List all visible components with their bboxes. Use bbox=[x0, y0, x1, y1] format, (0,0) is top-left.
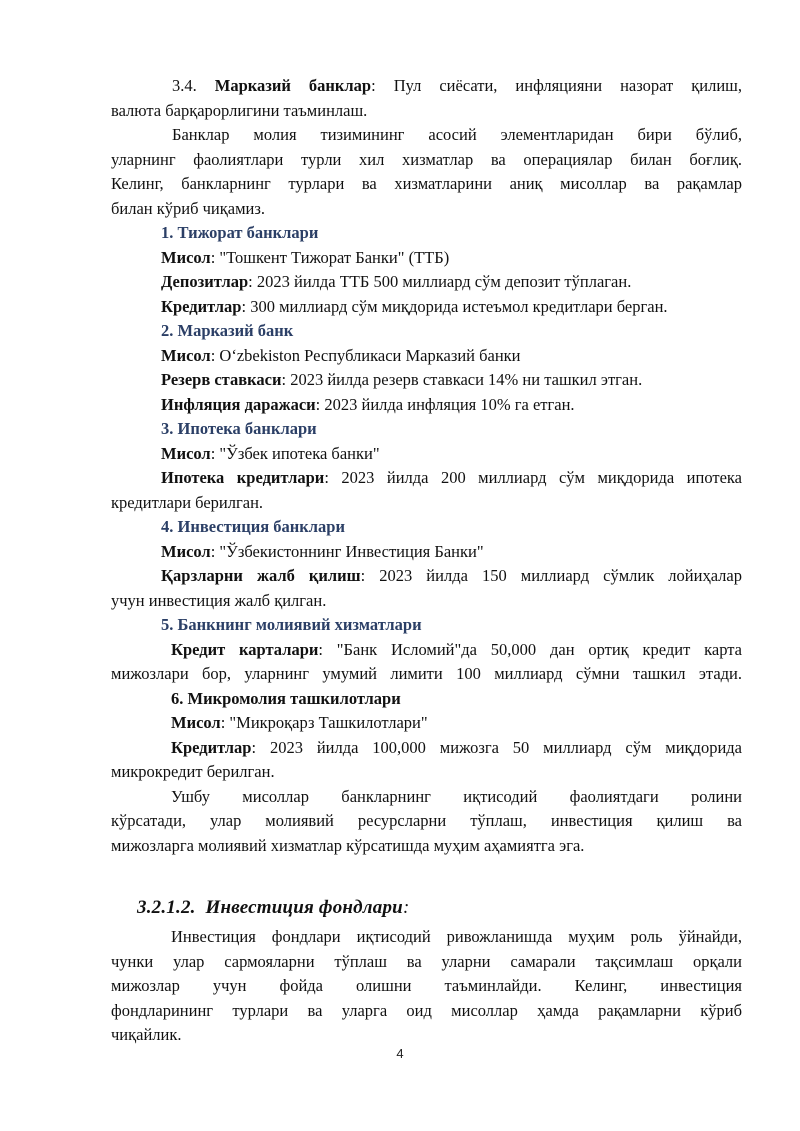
funds-line-5: чиқайлик. bbox=[111, 1025, 182, 1044]
funds-line-3: мижозлар учун фойда олишни таъминлайди. Келинг, инвестиция bbox=[111, 976, 742, 995]
credit-cards-label: Кредит карталари bbox=[171, 639, 319, 659]
example-label: Мисол bbox=[171, 713, 221, 732]
mortgage-credits-label: Ипотека кредитлари bbox=[161, 468, 325, 487]
central-banks-definition: : Пул сиёсати, инфляцияни назорат қилиш, bbox=[371, 76, 743, 95]
central-example bbox=[111, 344, 742, 369]
reserve-rate-label: Резерв ставкаси bbox=[161, 370, 282, 389]
mortgage-credits-line-1 bbox=[111, 466, 742, 491]
intro-line-1: Банклар молия тизимининг асосий элементларидан бири бўлиб, bbox=[172, 125, 742, 144]
investment-example bbox=[111, 540, 742, 565]
heading-title: Инвестиция фондлари bbox=[205, 897, 403, 918]
credit-cards-line-2: мижозлари бор, уларнинг умумий лимити 100 миллиард сўмни ташкил этади. bbox=[111, 664, 742, 683]
inflation-text: : 2023 йилда инфляция 10% га етган. bbox=[315, 394, 575, 414]
mortgage-example bbox=[111, 442, 742, 467]
deposits-text: : 2023 йилда ТТБ 500 миллиард сўм депозит тўплаган. bbox=[248, 272, 632, 291]
central-banks-line-2: валюта барқарорлигини таъминлаш. bbox=[111, 100, 368, 120]
example-label: Мисол bbox=[161, 345, 211, 365]
commercial-credits bbox=[111, 295, 742, 320]
summary-line-1: Ушбу мисоллар банкларнинг иқтисодий фаолиятдаги ролини bbox=[171, 786, 742, 806]
mortgage-credits-line-2: кредитлари берилган. bbox=[111, 492, 264, 512]
microfinance-credits-line-2: микрокредит берилган. bbox=[111, 762, 275, 781]
heading-number: 3.2.1.2. bbox=[137, 897, 196, 918]
central-reserve-rate bbox=[111, 368, 742, 393]
section-title-financial-services: 5. Банкнинг молиявий хизматлари bbox=[161, 615, 422, 634]
deposits-label: Депозитлар bbox=[161, 272, 249, 291]
section-title-mortgage-banks: 3. Ипотека банклари bbox=[161, 419, 317, 438]
investment-loans-line-1 bbox=[111, 564, 742, 589]
page-body bbox=[111, 74, 742, 858]
intro-line-4: билан кўриб чиқамиз. bbox=[111, 198, 265, 218]
example-text: : "Ўзбекистоннинг Инвестиция Банки" bbox=[210, 541, 484, 561]
section-title-microfinance bbox=[111, 687, 742, 712]
central-inflation bbox=[111, 393, 742, 418]
example-label: Мисол bbox=[161, 443, 211, 463]
attracting-loans-label: Қарзларни жалб қилиш bbox=[161, 566, 361, 585]
microfinance-title: 6. Микромолия ташкилотлари bbox=[171, 688, 401, 708]
example-text: : O‘zbekiston Республикаси Марказий банки bbox=[210, 345, 521, 365]
credits-text: : 2023 йилда 100,000 мижозга 50 миллиард сўм миқдорида bbox=[251, 737, 742, 757]
investment-loans-line-2: учун инвестиция жалб қилган. bbox=[111, 590, 327, 610]
section-title-commercial-banks: 1. Тижорат банклари bbox=[161, 223, 319, 242]
funds-line-2: чунки улар сармояларни тўплаш ва уларни самарали тақсимлаш орқали bbox=[111, 951, 742, 971]
mortgage-credits-text: : 2023 йилда 200 миллиард сўм миқдорида ипотека bbox=[324, 468, 742, 487]
inflation-label: Инфляция даражаси bbox=[161, 394, 316, 414]
commercial-deposits bbox=[111, 270, 742, 295]
example-text: : "Тошкент Тижорат Банки" (ТТБ) bbox=[210, 247, 450, 267]
credits-label: Кредитлар bbox=[171, 737, 252, 757]
commercial-example bbox=[111, 246, 742, 271]
funds-line-1: Инвестиция фондлари иқтисодий ривожланишда муҳим роль ўйнайди, bbox=[171, 927, 742, 946]
investment-funds-paragraph bbox=[111, 925, 742, 1048]
example-label: Мисол bbox=[161, 541, 211, 561]
central-banks-term: Марказий банклар bbox=[214, 76, 372, 95]
summary-line-3: мижозларга молиявий хизматлар кўрсатишда муҳим аҳамиятга эга. bbox=[111, 835, 585, 855]
summary-line-2: кўрсатади, улар молиявий ресурсларни тўплаш, инвестиция қилиш ва bbox=[111, 811, 742, 830]
microfinance-credits-line-1 bbox=[111, 736, 742, 761]
intro-line-3: Келинг, банкларнинг турлари ва хизматларини аниқ мисоллар ва рақамлар bbox=[111, 174, 742, 193]
credit-cards-line-1 bbox=[111, 638, 742, 663]
item-number: 3.4. bbox=[172, 76, 197, 95]
attracting-loans-text: : 2023 йилда 150 миллиард сўмлик лойиҳалар bbox=[360, 566, 742, 585]
section-title-investment-banks: 4. Инвестиция банклари bbox=[161, 517, 345, 536]
credit-cards-text: : "Банк Исломий"да 50,000 дан ортиқ кредит карта bbox=[318, 639, 742, 659]
example-text: : "Ўзбек ипотека банки" bbox=[210, 443, 380, 463]
reserve-rate-text: : 2023 йилда резерв ставкаси 14% ни ташкил этган. bbox=[281, 370, 643, 389]
funds-line-4: фондларининг турлари ва уларга оид мисоллар ҳамда рақамларни кўриб bbox=[111, 1000, 742, 1020]
central-banks-line-1 bbox=[111, 74, 742, 99]
section-title-central-bank: 2. Марказий банк bbox=[161, 321, 294, 340]
credits-label: Кредитлар bbox=[161, 296, 242, 316]
example-text: : "Микроқарз Ташкилотлари" bbox=[220, 713, 428, 732]
heading-colon: : bbox=[402, 897, 410, 918]
credits-text: : 300 миллиард сўм миқдорида истеъмол кредитлари берган. bbox=[241, 296, 668, 316]
section-heading bbox=[137, 897, 409, 919]
example-label: Мисол bbox=[161, 247, 211, 267]
intro-line-2: уларнинг фаолиятлари турли хил хизматлар ва операциялар билан боғлиқ. bbox=[111, 149, 742, 169]
page-number: 4 bbox=[396, 1046, 404, 1061]
microfinance-example bbox=[111, 711, 742, 736]
